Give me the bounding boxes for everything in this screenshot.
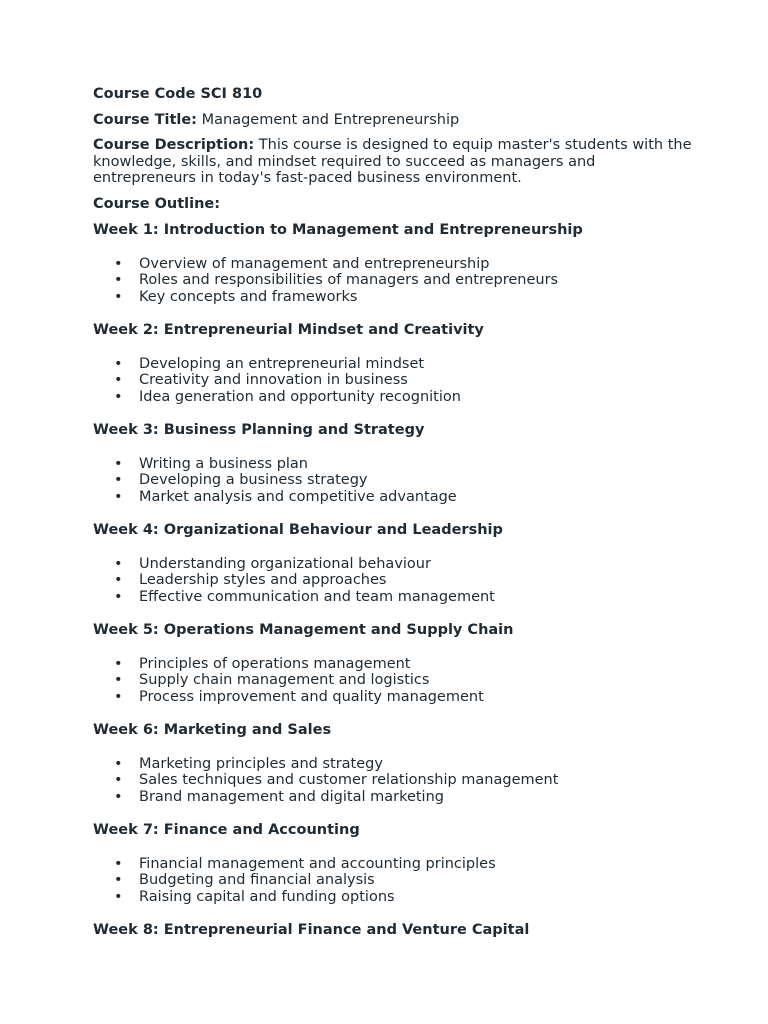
list-item xyxy=(93,389,693,406)
bullet-icon: • xyxy=(114,272,123,288)
week-heading: Week 1: Introduction to Management and Entrepreneurship xyxy=(93,222,583,238)
list-item-text: Market analysis and competitive advantage xyxy=(139,488,457,505)
list-item-text: Writing a business plan xyxy=(139,455,309,472)
bullet-icon: • xyxy=(114,788,123,805)
week-topic-list xyxy=(93,856,693,906)
list-item xyxy=(93,472,693,489)
list-item-text: Developing an entrepreneurial mindset xyxy=(139,355,425,372)
week-topic-list xyxy=(93,256,693,306)
bullet-icon: • xyxy=(114,555,123,572)
bullet-icon: • xyxy=(114,588,123,605)
list-item xyxy=(93,372,693,389)
list-item-text: Roles and responsibilities of managers and entrepreneurs xyxy=(139,272,559,288)
course-description-label: Course Description: xyxy=(93,137,255,153)
list-item xyxy=(93,656,693,673)
list-item-text: Effective communication and team management xyxy=(139,588,495,605)
week-heading: Week 6: Marketing and Sales xyxy=(93,722,332,738)
list-item-text: Leadership styles and approaches xyxy=(139,572,387,588)
list-item-text: Principles of operations management xyxy=(139,655,411,672)
bullet-icon: • xyxy=(114,655,123,672)
list-item xyxy=(93,672,693,689)
list-item-text: Supply chain management and logistics xyxy=(139,672,430,688)
bullet-icon: • xyxy=(114,755,123,772)
week-heading: Week 3: Business Planning and Strategy xyxy=(93,422,425,438)
list-item xyxy=(93,356,693,373)
list-item xyxy=(93,589,693,606)
list-item-text: Understanding organizational behaviour xyxy=(139,555,431,572)
course-code: Course Code SCI 810 xyxy=(93,86,263,102)
list-item xyxy=(93,889,693,906)
list-item-text: Marketing principles and strategy xyxy=(139,755,383,772)
bullet-icon: • xyxy=(114,355,123,372)
course-outline-heading: Course Outline: xyxy=(93,195,221,212)
bullet-icon: • xyxy=(114,288,123,305)
list-item-text: Overview of management and entrepreneurship xyxy=(139,255,490,272)
course-description xyxy=(93,137,693,187)
week-heading: Week 5: Operations Management and Supply Chain xyxy=(93,622,514,638)
bullet-icon: • xyxy=(114,472,123,488)
bullet-icon: • xyxy=(114,855,123,872)
list-item-text: Creativity and innovation in business xyxy=(139,372,408,388)
week-heading: Week 4: Organizational Behaviour and Leadership xyxy=(93,522,503,538)
list-item xyxy=(93,789,693,806)
week-heading: Week 8: Entrepreneurial Finance and Venture Capital xyxy=(93,922,530,938)
list-item xyxy=(93,772,693,789)
list-item-text: Key concepts and frameworks xyxy=(139,288,358,305)
list-item-text: Process improvement and quality management xyxy=(139,688,484,705)
list-item-text: Brand management and digital marketing xyxy=(139,788,444,805)
bullet-icon: • xyxy=(114,388,123,405)
bullet-icon: • xyxy=(114,372,123,388)
list-item-text: Raising capital and funding options xyxy=(139,888,395,905)
bullet-icon: • xyxy=(114,872,123,888)
list-item-text: Budgeting and financial analysis xyxy=(139,872,375,888)
bullet-icon: • xyxy=(114,572,123,588)
week-topic-list xyxy=(93,356,693,406)
bullet-icon: • xyxy=(114,688,123,705)
list-item xyxy=(93,572,693,589)
course-title-value: Management and Entrepreneurship xyxy=(197,111,460,128)
list-item xyxy=(93,456,693,473)
bullet-icon: • xyxy=(114,255,123,272)
list-item xyxy=(93,872,693,889)
list-item xyxy=(93,756,693,773)
week-topic-list xyxy=(93,456,693,506)
bullet-icon: • xyxy=(114,772,123,788)
course-description-value: This course is designed to equip master's students with the knowledge, skills, and mindset required to succeed as managers and entrepreneurs in today's fast-paced business environment. xyxy=(93,137,692,186)
list-item xyxy=(93,489,693,506)
list-item-text: Developing a business strategy xyxy=(139,472,368,488)
list-item xyxy=(93,556,693,573)
document-page xyxy=(93,86,693,956)
course-title xyxy=(93,112,693,129)
bullet-icon: • xyxy=(114,455,123,472)
list-item xyxy=(93,689,693,706)
list-item xyxy=(93,856,693,873)
course-title-label: Course Title: xyxy=(93,111,197,128)
week-heading: Week 2: Entrepreneurial Mindset and Creativity xyxy=(93,322,484,338)
list-item-text: Idea generation and opportunity recognition xyxy=(139,388,461,405)
bullet-icon: • xyxy=(114,672,123,688)
list-item xyxy=(93,256,693,273)
week-topic-list xyxy=(93,756,693,806)
list-item xyxy=(93,272,693,289)
bullet-icon: • xyxy=(114,888,123,905)
week-topic-list xyxy=(93,656,693,706)
list-item xyxy=(93,289,693,306)
week-heading: Week 7: Finance and Accounting xyxy=(93,822,360,838)
list-item-text: Sales techniques and customer relationship management xyxy=(139,772,559,788)
week-topic-list xyxy=(93,556,693,606)
list-item-text: Financial management and accounting principles xyxy=(139,855,496,872)
course-outline xyxy=(93,222,693,939)
bullet-icon: • xyxy=(114,488,123,505)
